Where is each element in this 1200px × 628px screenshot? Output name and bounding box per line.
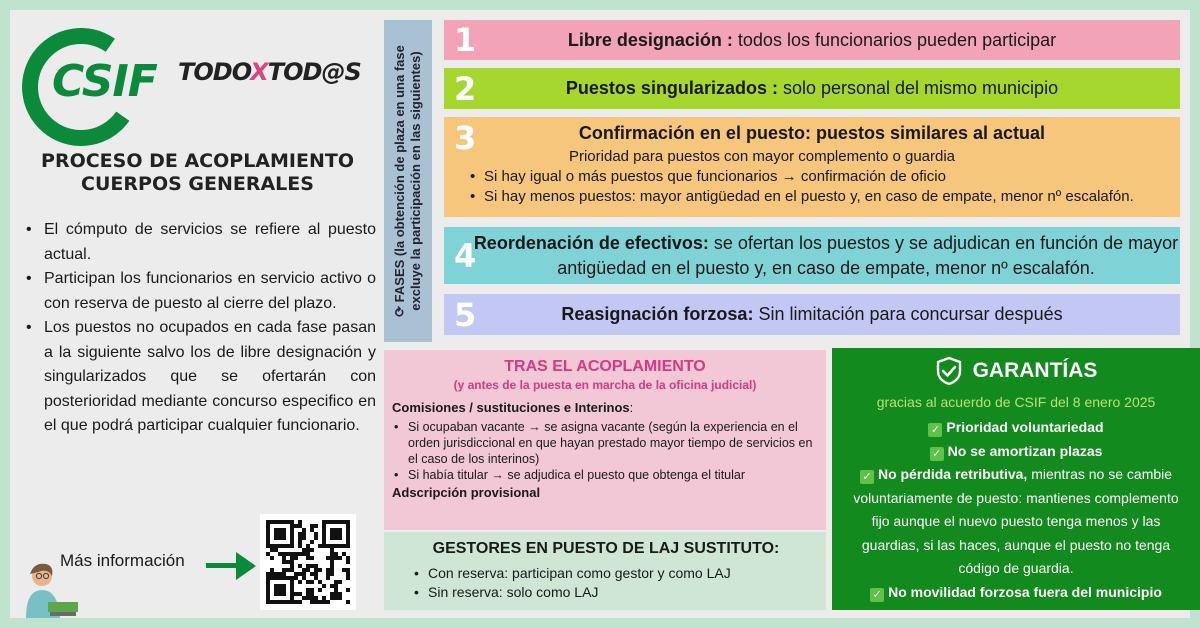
tagline-part-b: TOD@S: [267, 58, 361, 86]
after-bullets: [392, 419, 818, 483]
list-item: • Los puestos no ocupados en cada fase pasan a la siguiente salvo los de libre designación y singularizados que se ofertarán con posterioridad mediante concurso especifico en el que podrá participar cualquier funcionario.: [24, 316, 376, 439]
tagline: [178, 58, 361, 86]
list-item: • Con reserva: participan como gestor y como LAJ: [412, 564, 816, 583]
title-line-1: PROCESO DE ACOPLAMIENTO: [41, 150, 354, 172]
page-title: [20, 150, 375, 196]
checkmark-icon: ✓: [860, 470, 874, 484]
phase-text: [444, 231, 1180, 281]
guarantees-list: [832, 416, 1200, 604]
title-line-2: CUERPOS GENERALES: [81, 173, 314, 195]
list-item: • El cómputo de servicios se refiere al puesto actual.: [24, 218, 376, 267]
checkmark-icon: ✓: [928, 423, 942, 437]
after-lead: Comisiones / sustituciones e Interinos:: [392, 400, 634, 415]
logo-text: CSIF: [52, 56, 157, 107]
arrow-right-icon: [206, 558, 258, 574]
phases-label-line-2: excluye la participación en las siguientes): [408, 51, 423, 311]
phase-number: 5: [454, 295, 477, 334]
list-item: • Si hay menos puestos: mayor antigüedad en el puesto y, en caso de empate, menor nº escalafón.: [470, 187, 1180, 207]
checkmark-icon: ✓: [870, 588, 884, 602]
more-info-label: Más información: [60, 551, 185, 570]
list-item: • Participan los funcionarios en servicio activo o con reserva de puesto al cierre del plazo.: [24, 267, 376, 316]
phase-title: Puestos singularizados :: [565, 78, 778, 98]
phase-3: [444, 117, 1180, 217]
phase-text: [444, 78, 1180, 99]
phase-text: [444, 30, 1180, 51]
list-item: • Sin reserva: solo como LAJ: [412, 583, 816, 602]
after-tail: Adscripción provisional: [392, 485, 541, 500]
csif-logo: [22, 28, 172, 148]
checkmark-icon: ✓: [930, 447, 944, 461]
after-title: TRAS EL ACOPLAMIENTO: [504, 358, 706, 375]
tagline-part-a: TODO: [178, 58, 251, 86]
phase-title: Reordenación de efectivos:: [473, 232, 709, 253]
phase-description: Sin limitación para concursar después: [753, 304, 1063, 324]
phase-bullets: [470, 167, 1180, 207]
infographic: [10, 10, 1190, 618]
guarantees-box: [832, 348, 1200, 610]
phase-number: 4: [454, 236, 477, 275]
cycle-icon: ⟳: [392, 302, 407, 317]
phase-number: 2: [454, 69, 477, 108]
phase-5: [444, 294, 1180, 335]
info-list: [24, 218, 376, 439]
gestores-bullets: [412, 564, 816, 602]
phase-subtitle: Prioridad para puestos con mayor complemento o guardia: [568, 148, 956, 165]
gestores-title: GESTORES EN PUESTO DE LAJ SUSTITUTO:: [432, 540, 780, 557]
tagline-x: X: [250, 58, 268, 86]
phase-title: Reasignación forzosa:: [561, 304, 754, 324]
guarantees-subtitle: gracias al acuerdo de CSIF del 8 enero 2025: [876, 394, 1156, 410]
guarantee-item: ✓ No movilidad forzosa fuera del municipio: [844, 581, 1188, 605]
phase-1: [444, 20, 1180, 60]
after-coupling-box: [384, 350, 826, 530]
after-subtitle: (y antes de la puesta en marcha de la oficina judicial): [453, 378, 757, 392]
list-item: • Si ocupaban vacante → se asigna vacante (según la experiencia en el orden jurisdiccional en que hayan prestado mayor tiempo de servicios en el caso de los interinos): [392, 419, 818, 467]
list-item: • Si hay igual o más puestos que funcionarios → confirmación de oficio: [470, 167, 1180, 187]
phase-title: Libre designación :: [567, 29, 733, 50]
guarantee-item: ✓ Prioridad voluntariedad: [844, 416, 1188, 440]
phase-2: [444, 68, 1180, 109]
guarantee-item: ✓ No pérdida retributiva, mientras no se cambie voluntariamente de puesto: mantienes complemento fijo aunque el nuevo puesto tenga menos y las guardias, si las haces, aunque el puesto no tenga código de guardia.: [853, 466, 1179, 576]
phase-description: solo personal del mismo municipio: [777, 78, 1059, 98]
guarantees-title: GARANTÍAS: [972, 359, 1098, 382]
phase-description: se ofertan los puestos y se adjudican en función de mayor antigüedad en el puesto y, en caso de empate, menor nº escalafón.: [557, 232, 1179, 278]
phase-text: [444, 304, 1180, 325]
gestores-box: [384, 532, 826, 610]
phases-label: [384, 20, 432, 342]
list-item: • Si había titular → se adjudica el puesto que obtenga el titular: [392, 467, 818, 483]
guarantee-item: ✓ No se amortizan plazas: [844, 440, 1188, 464]
shield-check-icon: [935, 356, 963, 386]
guarantees-header: [832, 356, 1200, 386]
phase-description: todos los funcionarios pueden participar: [732, 29, 1057, 50]
phases-label-line-1: ⟳ FASES (la obtención de plaza en una fase: [392, 45, 407, 317]
phase-title: Confirmación en el puesto: puestos similares al actual: [578, 123, 1046, 143]
phase-number: 1: [454, 21, 477, 59]
phase-4: [444, 227, 1180, 284]
qr-code-icon[interactable]: [260, 514, 356, 610]
phase-number: 3: [454, 119, 477, 157]
